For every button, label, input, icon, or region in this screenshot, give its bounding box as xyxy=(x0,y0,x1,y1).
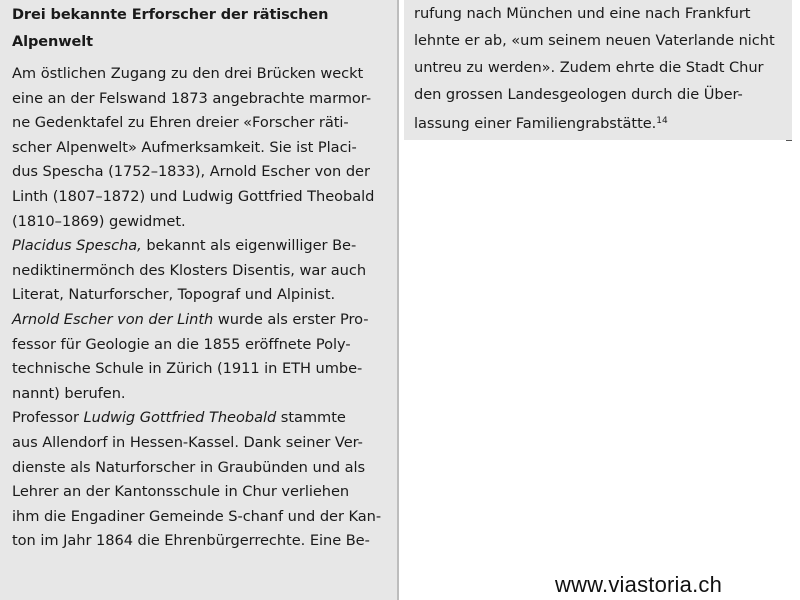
text-line xyxy=(12,382,397,407)
text-run: dienste als Naturforscher in Graubünden und als xyxy=(12,458,366,476)
text-run: stammte xyxy=(276,409,346,427)
text-line xyxy=(12,160,397,185)
article-body-right xyxy=(414,0,789,137)
text-run: (1810–1869) gewidmet. xyxy=(12,212,186,230)
text-line xyxy=(12,185,397,210)
text-run: eine an der Felswand 1873 angebrachte marmor- xyxy=(12,89,372,107)
text-line xyxy=(12,480,397,505)
text-line xyxy=(414,27,789,54)
text-line xyxy=(12,210,397,235)
italic-name: Placidus Spescha, xyxy=(12,237,142,255)
text-run: ton im Jahr 1864 die Ehrenbürgerrechte. Eine Be- xyxy=(12,532,370,550)
text-run: rufung nach München und eine nach Frankfurt xyxy=(414,5,751,22)
heading-line: Drei bekannte Erforscher der rätischen xyxy=(12,7,329,23)
text-line xyxy=(12,308,397,333)
text-run: lehnte er ab, «um seinem neuen Vaterlande nicht xyxy=(414,32,775,49)
text-run: aus Allendorf in Hessen-Kassel. Dank seiner Ver- xyxy=(12,433,363,451)
text-line xyxy=(12,456,397,481)
text-run: ne Gedenktafel zu Ehren dreier «Forscher räti- xyxy=(12,114,349,132)
column-divider xyxy=(397,0,399,600)
text-line xyxy=(12,283,397,308)
heading-line: Alpenwelt xyxy=(12,34,93,50)
text-line xyxy=(12,505,397,530)
text-run: Am östlichen Zugang zu den drei Brücken weckt xyxy=(12,65,364,82)
text-run: Linth (1807–1872) und Ludwig Gottfried Theobald xyxy=(12,187,375,205)
text-line xyxy=(12,62,397,87)
text-run: Professor xyxy=(12,409,84,427)
text-line xyxy=(12,259,397,284)
text-run: fessor für Geologie an die 1855 eröffnete Poly- xyxy=(12,335,351,353)
text-run: Lehrer an der Kantonsschule in Chur verliehen xyxy=(12,483,350,501)
text-line xyxy=(12,333,397,358)
text-line xyxy=(12,357,397,382)
text-run: nannt) berufen. xyxy=(12,384,126,402)
text-line xyxy=(12,136,397,161)
text-line xyxy=(12,406,397,431)
text-run: untreu zu werden». Zudem ehrte die Stadt Chur xyxy=(414,59,764,76)
text-line xyxy=(414,108,789,137)
text-line xyxy=(12,431,397,456)
text-line xyxy=(12,234,397,259)
text-run: ihm die Engadiner Gemeinde S-chanf und der Kan- xyxy=(12,507,382,525)
text-run: scher Alpenwelt» Aufmerksamkeit. Sie ist Placi- xyxy=(12,138,357,156)
text-run: technische Schule in Zürich (1911 in ETH umbe- xyxy=(12,360,363,378)
footnote-ref: 14 xyxy=(656,116,668,126)
text-run: wurde als erster Pro- xyxy=(213,310,369,328)
source-url: www.viastoria.ch xyxy=(555,572,723,597)
italic-name: Ludwig Gottfried Theobald xyxy=(83,409,277,427)
text-line xyxy=(12,111,397,136)
article-body-left xyxy=(12,62,397,554)
article-heading xyxy=(12,2,392,56)
text-line xyxy=(414,0,789,27)
text-line xyxy=(12,87,397,112)
text-run: Literat, Naturforscher, Topograf und Alpinist. xyxy=(12,286,336,304)
text-line xyxy=(414,54,789,81)
text-run: dus Spescha (1752–1833), Arnold Escher von der xyxy=(12,163,370,181)
text-line xyxy=(414,81,789,108)
text-run: den grossen Landesgeologen durch die Über- xyxy=(414,86,743,103)
text-line xyxy=(12,529,397,554)
italic-name: Arnold Escher von der Linth xyxy=(12,310,214,328)
text-run: nediktinermönch des Klosters Disentis, war auch xyxy=(12,261,367,279)
text-run: bekannt als eigenwilliger Be- xyxy=(141,237,357,255)
text-run: lassung einer Familiengrabstätte. xyxy=(414,115,657,132)
margin-tick xyxy=(786,140,792,141)
